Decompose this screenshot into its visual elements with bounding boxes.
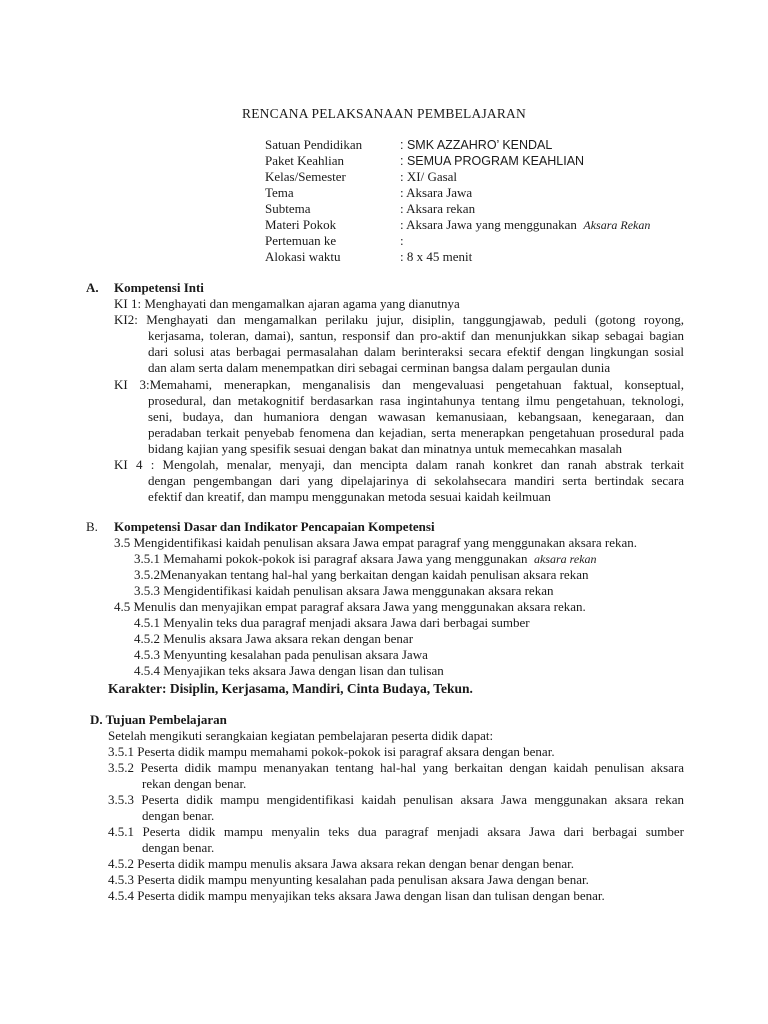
identity-value: : — [400, 233, 404, 248]
indicator-italic: aksara rekan — [534, 552, 597, 566]
ki3-line: KI 3:Memahami, menerapkan, menganalisis dan mengevaluasi pengetahuan faktual, konseptual, — [114, 377, 684, 392]
identity-label: Pertemuan ke — [265, 233, 337, 248]
identity-label: Satuan Pendidikan — [265, 137, 363, 152]
ki2-line: KI2: Menghayati dan mengamalkan perilaku jujur, disiplin, tanggungjawab, peduli (gotong royong, — [114, 312, 684, 327]
karakter-line: Karakter: Disiplin, Kerjasama, Mandiri, Cinta Budaya, Tekun. — [108, 681, 473, 696]
section-letter: B. — [86, 519, 98, 534]
tujuan-item-continued: rekan dengan benar. — [142, 776, 247, 791]
identity-label: Tema — [265, 185, 294, 200]
indicator-3-5-1 — [134, 551, 597, 567]
ki2-line: dan alam serta dalam menempatkan diri sebagai cerminan bangsa dalam pergaulan dunia — [148, 360, 611, 375]
indicator-4-5-3: 4.5.3 Menyunting kesalahan pada penulisan aksara Jawa — [134, 647, 428, 662]
tujuan-item: 3.5.1 Peserta didik mampu memahami pokok-pokok isi paragraf aksara dengan benar. — [108, 744, 555, 759]
kd-4-5: 4.5 Menulis dan menyajikan empat paragraf aksara Jawa yang menggunakan aksara rekan. — [114, 599, 586, 614]
indicator-text: 3.5.1 Memahami pokok-pokok isi paragraf aksara Jawa yang menggunakan — [134, 551, 528, 566]
identity-label: Paket Keahlian — [265, 153, 345, 168]
identity-label: Materi Pokok — [265, 217, 337, 232]
identity-value-italic: Aksara Rekan — [583, 218, 651, 232]
identity-label: Alokasi waktu — [265, 249, 341, 264]
ki1-line: KI 1: Menghayati dan mengamalkan ajaran agama yang dianutnya — [114, 296, 460, 311]
ki3-line: peradaban terkait penyebab fenomena dan kejadian, serta menerapkan pengetahuan prosedural pada — [148, 425, 684, 440]
identity-value: : 8 x 45 menit — [400, 249, 473, 264]
identity-value: : SEMUA PROGRAM KEAHLIAN — [400, 154, 585, 168]
indicator-3-5-2: 3.5.2Menanyakan tentang hal-hal yang berkaitan dengan kaidah penulisan aksara rekan — [134, 567, 589, 582]
kd-3-5: 3.5 Mengidentifikasi kaidah penulisan aksara Jawa empat paragraf yang menggunakan aksara rekan. — [114, 535, 638, 550]
section-heading: Kompetensi Inti — [114, 280, 204, 295]
identity-value — [400, 217, 650, 233]
ki4-line: KI 4 : Mengolah, menalar, menyaji, dan mencipta dalam ranah konkret dan ranah abstrak terkait — [114, 457, 684, 472]
tujuan-item: 4.5.3 Peserta didik mampu menyunting kesalahan pada penulisan aksara Jawa dengan benar. — [108, 872, 589, 887]
ki4-line: dengan pengembangan dari yang dipelajarinya di sekolahsecara mandiri serta bertindak secara — [148, 473, 684, 488]
indicator-4-5-2: 4.5.2 Menulis aksara Jawa aksara rekan dengan benar — [134, 631, 414, 646]
identity-value: : XI/ Gasal — [400, 169, 458, 184]
identity-value-text: : Aksara Jawa yang menggunakan — [400, 217, 577, 232]
identity-label: Subtema — [265, 201, 311, 216]
indicator-3-5-3: 3.5.3 Mengidentifikasi kaidah penulisan aksara Jawa menggunakan aksara rekan — [134, 583, 554, 598]
identity-value: : Aksara Jawa — [400, 185, 473, 200]
identity-label: Kelas/Semester — [265, 169, 346, 184]
section-heading: Kompetensi Dasar dan Indikator Pencapaian Kompetensi — [114, 519, 435, 534]
ki4-line: efektif dan kreatif, dan mampu menggunakan metoda sesuai kaidah keilmuan — [148, 489, 551, 504]
identity-value: : SMK AZZAHRO’ KENDAL — [400, 138, 553, 152]
ki2-line: dari solusi atas berbagai permasalahan dalam berinteraksi secara efektif dengan lingkungan sosial — [148, 344, 684, 359]
section-letter: A. — [86, 280, 99, 295]
ki3-line: bidang kajian yang spesifik sesuai dengan bakat dan minatnya untuk memecahkan masalah — [148, 441, 622, 456]
ki2-line: kerjasama, toleran, damai), santun, responsif dan pro-aktif dan menunjukkan sikap sebagai bagian — [148, 328, 684, 343]
tujuan-item: 4.5.4 Peserta didik mampu menyajikan teks aksara Jawa dengan lisan dan tulisan dengan benar. — [108, 888, 605, 903]
ki3-line: seni, budaya, dan humaniora dengan wawasan kemanusiaan, kebangsaan, kenegaraan, dan — [148, 409, 684, 424]
indicator-4-5-4: 4.5.4 Menyajikan teks aksara Jawa dengan lisan dan tulisan — [134, 663, 444, 678]
identity-value: : Aksara rekan — [400, 201, 476, 216]
tujuan-item: 4.5.1 Peserta didik mampu menyalin teks dua paragraf menjadi aksara Jawa dari berbagai sumber — [108, 824, 684, 839]
indicator-4-5-1: 4.5.1 Menyalin teks dua paragraf menjadi aksara Jawa dari berbagai sumber — [134, 615, 530, 630]
tujuan-item-continued: dengan benar. — [142, 808, 215, 823]
tujuan-item-continued: dengan benar. — [142, 840, 215, 855]
tujuan-intro: Setelah mengikuti serangkaian kegiatan pembelajaran peserta didik dapat: — [108, 728, 494, 743]
tujuan-item: 4.5.2 Peserta didik mampu menulis aksara Jawa aksara rekan dengan benar dengan benar. — [108, 856, 575, 871]
ki3-line: prosedural, dan metakognitif berdasarkan rasa ingintahunya tentang ilmu pengetahuan, teknologi, — [148, 393, 684, 408]
document-title: RENCANA PELAKSANAAN PEMBELAJARAN — [242, 106, 526, 121]
section-heading: D. Tujuan Pembelajaran — [90, 712, 227, 727]
tujuan-item: 3.5.2 Peserta didik mampu menanyakan tentang hal-hal yang berkaitan dengan kaidah penulisan aksara — [108, 760, 684, 775]
tujuan-item: 3.5.3 Peserta didik mampu mengidentifikasi kaidah penulisan aksara Jawa menggunakan aksara rekan — [108, 792, 684, 807]
